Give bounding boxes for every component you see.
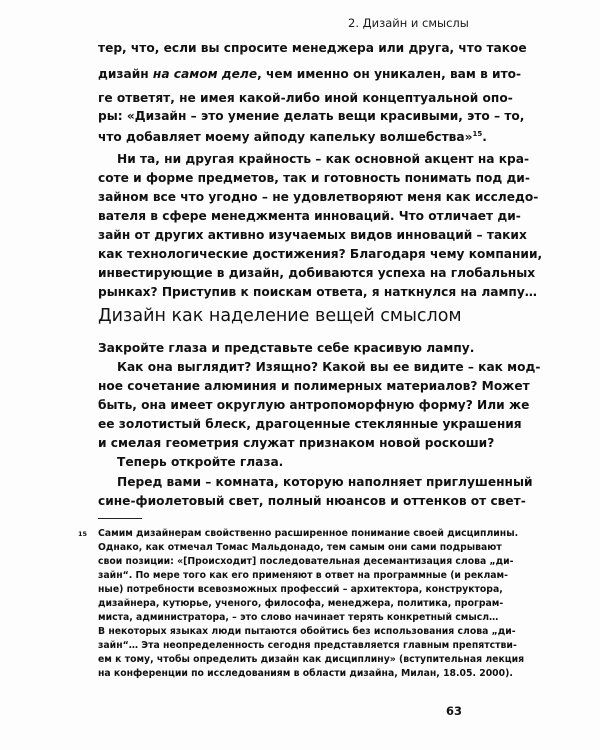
section-heading: Дизайн как наделение вещей смыслом — [98, 306, 462, 326]
text-line: вателя в сфере менеджмента инноваций. Что отличает ди- — [98, 209, 521, 223]
text-line: Ни та, ни другая крайность – как основной акцент на кра- — [117, 152, 530, 166]
text-line: как технологические достижения? Благодаря чему компании, — [98, 247, 543, 261]
footnote-line: ные) потребности всевозможных профессий – архитектора, конструктора, — [98, 584, 503, 595]
footnote-line: ем к тому, чтобы определить дизайн как дисциплину» (вступительная лекция — [98, 654, 525, 665]
footnote-line: миста, администратора, – это слово начинает терять конкретный смысл… — [98, 612, 499, 623]
text-line: зайном все что угодно – не удовлетворяют меня как исследо- — [98, 190, 539, 204]
text-line: быть, она имеет округлую антропоморфную форму? Или же — [98, 398, 530, 412]
text-line: ее золотистый блеск, драгоценные стеклянные украшения — [98, 417, 522, 431]
text-line: сине-фиолетовый свет, полный нюансов и оттенков от свет- — [98, 494, 526, 508]
footnote-separator — [98, 518, 142, 519]
text-line: ное сочетание алюминия и полимерных материалов? Может — [98, 379, 530, 393]
running-head: 2. Дизайн и смыслы — [348, 16, 469, 30]
footnote-line: В некоторых языках люди пытаются обойтись без использования слова „ди- — [98, 626, 516, 637]
text-line: рынках? Приступив к поискам ответа, я наткнулся на лампу… — [98, 285, 537, 299]
text-line: зайн от других активно изучаемых видов инноваций – таких — [98, 228, 527, 242]
footnote-line: зайн“… Эта неопределенность сегодня представляется главным препятстви- — [98, 640, 517, 651]
text-run: , чем именно он уникален, вам в ито- — [257, 67, 522, 81]
footnote-line: дизайнера, кутюрье, ученого, философа, менеджера, политика, програм- — [98, 598, 504, 609]
footnote-line: на конференции по исследованиям в области дизайна, Милан, 18.05. 2000). — [98, 668, 513, 679]
footnote-line: Однако, как отмечал Томас Мальдонадо, тем самым они сами подрывают — [98, 542, 502, 553]
text-run: . — [482, 130, 487, 145]
text-line: Перед вами – комната, которую наполняет приглушенный — [117, 475, 533, 489]
footnote-marker: 15 — [78, 530, 88, 538]
footnote-line: зайн“. По мере того как его применяют в ответ на программные (и реклам- — [98, 570, 508, 581]
text-run: дизайн — [98, 67, 153, 81]
emphasis-text: на самом деле — [152, 67, 258, 81]
text-line: Теперь откройте глаза. — [117, 455, 284, 469]
footnote-reference: 15 — [472, 130, 483, 138]
footnote-line: свои позиции: «[Происходит] последовательная десемантизация слова „ди- — [98, 556, 514, 567]
page-number: 63 — [446, 704, 463, 718]
text-line — [98, 126, 487, 145]
text-line: соте и форме предметов, так и готовность понимать под ди- — [98, 171, 530, 185]
text-line: Как она выглядит? Изящно? Какой вы ее видите – как мод- — [117, 360, 541, 374]
text-run: что добавляет моему айподу капельку волшебства» — [98, 130, 473, 145]
text-line: ге ответят, не имея какой-либо иной концептуальной опо- — [98, 91, 513, 105]
text-line: тер, что, если вы спросите менеджера или друга, что такое — [98, 41, 527, 55]
text-line: ры: «Дизайн – это умение делать вещи красивыми, это – то, — [98, 109, 525, 123]
text-line: и смелая геометрия служат признаком новой роскоши? — [98, 436, 495, 450]
text-line — [98, 66, 522, 82]
text-line: Закройте глаза и представьте себе красивую лампу. — [98, 341, 475, 355]
text-line: инвестирующие в дизайн, добиваются успеха на глобальных — [98, 266, 536, 280]
footnote-line: Самим дизайнерам свойственно расширенное понимание своей дисциплины. — [98, 528, 519, 539]
